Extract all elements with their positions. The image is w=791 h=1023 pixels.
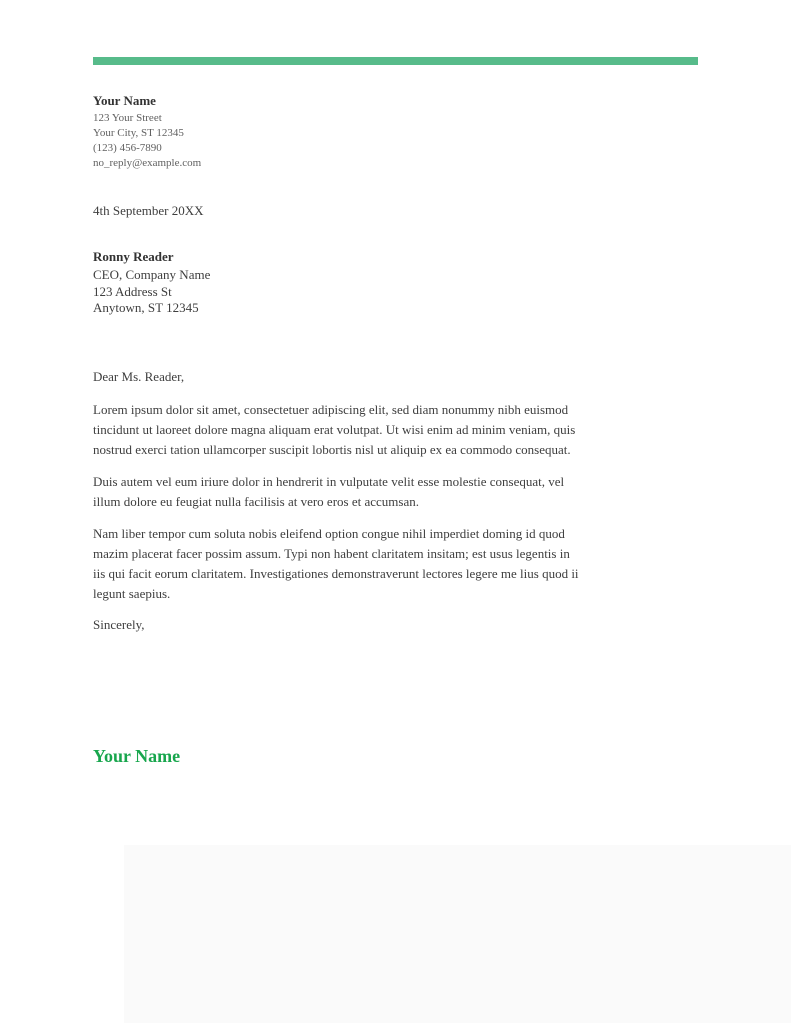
recipient-block — [93, 249, 698, 317]
recipient-title-line: CEO, Company Name — [93, 267, 211, 282]
recipient-city-line: Anytown, ST 12345 — [93, 300, 199, 315]
signature-name: Your Name — [93, 745, 181, 766]
sender-name: Your Name — [93, 93, 156, 108]
sender-street: 123 Your Street — [93, 112, 162, 124]
sender-city-line: Your City, ST 12345 — [93, 127, 184, 139]
closing: Sincerely, — [93, 616, 145, 632]
sender-email: no_reply@example.com — [93, 157, 202, 169]
accent-bar — [93, 57, 698, 65]
sender-block — [93, 93, 698, 171]
recipient-street: 123 Address St — [93, 283, 172, 299]
recipient-name: Ronny Reader — [93, 249, 174, 264]
body-paragraph-2: Duis autem vel eum iriure dolor in hendrerit in vulputate velit esse molestie consequat, vel illum dolore eu feugiat nulla facilisis at vero eros et accumsan. — [93, 473, 565, 509]
recipient-address — [93, 267, 698, 317]
body-paragraph-1: Lorem ipsum dolor sit amet, consectetuer adipiscing elit, sed diam nonummy nibh euismod tincidunt ut laoreet dolore magna aliquam erat volutpat. Ut wisi enim ad minim veniam, quis nostrud exerci tation ullamcorper suscipit lobortis nisl ut aliquip ex ea commodo consequat. — [93, 401, 576, 457]
sender-address — [93, 111, 698, 171]
salutation: Dear Ms. Reader, — [93, 368, 185, 384]
letter-date: 4th September 20XX — [93, 203, 204, 218]
background-corner — [124, 845, 791, 1023]
body-paragraph-3: Nam liber tempor cum soluta nobis eleifend option congue nihil imperdiet doming id quod mazim placerat facer possim assum. Typi non habent claritatem insitam; est usus legentis in iis qui facit eorum claritatem. Investigationes demonstraverunt lectores legere me lius quod ii legunt saepius. — [93, 525, 579, 601]
letter-content — [0, 57, 791, 767]
sender-phone: (123) 456-7890 — [93, 142, 162, 154]
